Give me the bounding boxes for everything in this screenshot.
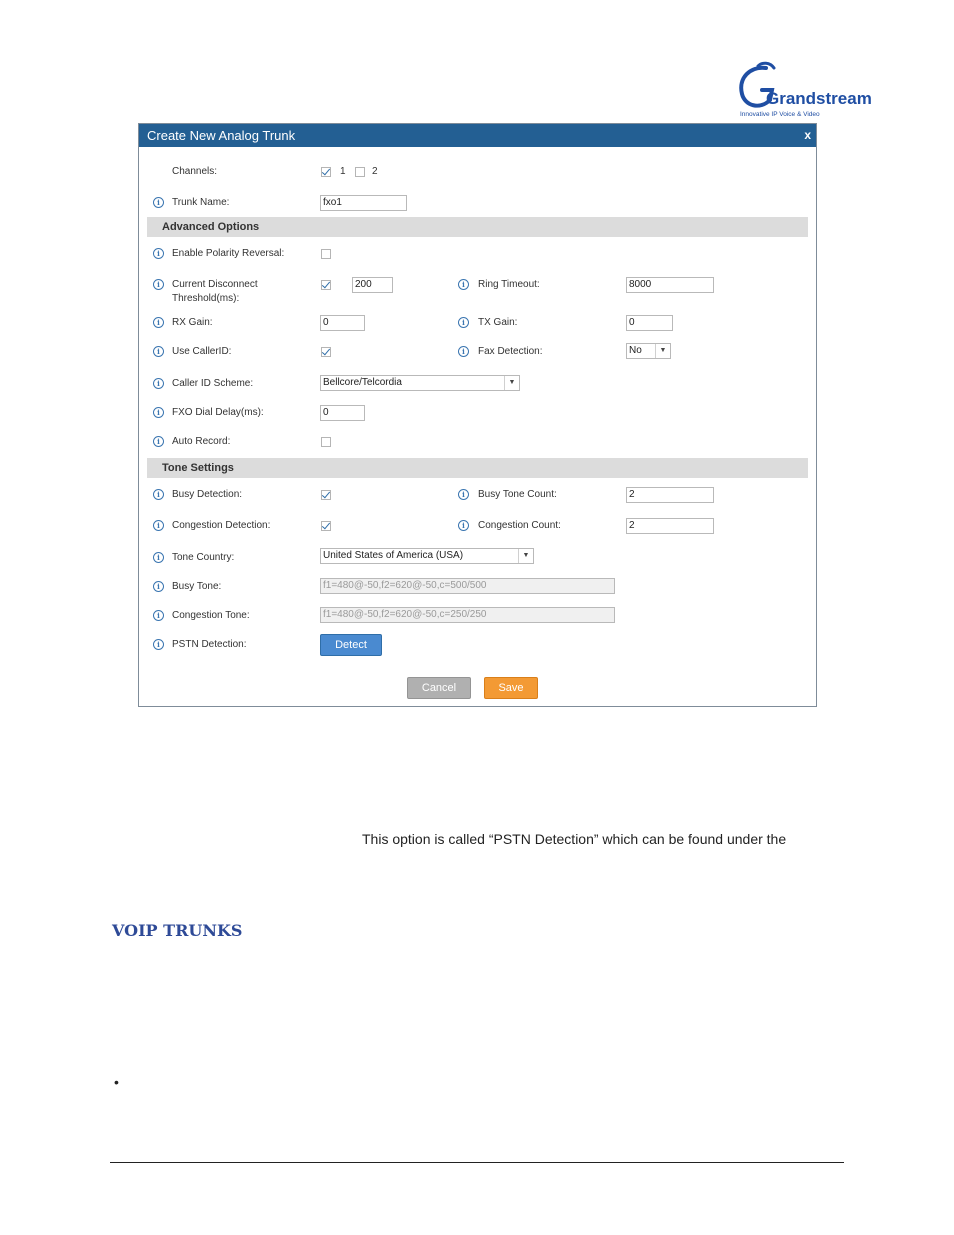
- congestion-tone-input[interactable]: f1=480@-50,f2=620@-50,c=250/250: [320, 607, 615, 623]
- auto-record-checkbox[interactable]: [321, 437, 331, 447]
- busy-detection-label: Busy Detection:: [172, 489, 243, 500]
- dialog-title: Create New Analog Trunk: [147, 128, 296, 143]
- fax-detection-select[interactable]: [626, 343, 671, 359]
- busy-tone-input[interactable]: f1=480@-50,f2=620@-50,c=500/500: [320, 578, 615, 594]
- busy-detection-checkbox[interactable]: [321, 490, 331, 500]
- rx-gain-input[interactable]: 0: [320, 315, 365, 331]
- tx-gain-label: TX Gain:: [478, 317, 518, 328]
- channels-label: Channels:: [172, 166, 218, 177]
- congestion-count-input[interactable]: 2: [626, 518, 714, 534]
- body-paragraph: This option is called “PSTN Detection” which can be found under the: [362, 831, 787, 847]
- info-icon[interactable]: i: [153, 520, 164, 531]
- channel-2-label: 2: [372, 166, 378, 177]
- fxo-dial-delay-label: FXO Dial Delay(ms):: [172, 407, 264, 418]
- fxo-dial-delay-input[interactable]: 0: [320, 405, 365, 421]
- info-icon[interactable]: i: [153, 407, 164, 418]
- congestion-tone-label: Congestion Tone:: [172, 610, 250, 621]
- info-icon[interactable]: i: [153, 378, 164, 389]
- tone-country-select[interactable]: [320, 548, 534, 564]
- busy-tone-label: Busy Tone:: [172, 581, 222, 592]
- tx-gain-input[interactable]: 0: [626, 315, 673, 331]
- bullet-point: •: [114, 1074, 119, 1090]
- chevron-down-icon: ▼: [518, 549, 533, 563]
- close-icon[interactable]: x: [804, 128, 811, 142]
- info-icon[interactable]: i: [153, 436, 164, 447]
- info-icon[interactable]: i: [153, 248, 164, 259]
- info-icon[interactable]: i: [458, 489, 469, 500]
- logo-tagline: Innovative IP Voice & Video: [740, 111, 820, 118]
- busy-tone-count-input[interactable]: 2: [626, 487, 714, 503]
- chevron-down-icon: ▼: [655, 344, 670, 358]
- trunk-name-input[interactable]: fxo1: [320, 195, 407, 211]
- fax-detection-value: No: [629, 345, 642, 356]
- section-heading: VOIP TRUNKS: [112, 921, 243, 940]
- trunk-name-label: Trunk Name:: [172, 197, 230, 208]
- congestion-detection-label: Congestion Detection:: [172, 520, 271, 531]
- polarity-reversal-checkbox[interactable]: [321, 249, 331, 259]
- info-icon[interactable]: i: [458, 317, 469, 328]
- info-icon[interactable]: i: [458, 520, 469, 531]
- polarity-reversal-label: Enable Polarity Reversal:: [172, 248, 285, 259]
- advanced-options-header: Advanced Options: [147, 217, 808, 237]
- auto-record-label: Auto Record:: [172, 436, 231, 447]
- info-icon[interactable]: i: [153, 610, 164, 621]
- info-icon[interactable]: i: [153, 581, 164, 592]
- tone-country-value: United States of America (USA): [323, 550, 464, 561]
- dialog-titlebar: [139, 124, 816, 147]
- disconnect-threshold-input[interactable]: 200: [352, 277, 393, 293]
- busy-tone-count-label: Busy Tone Count:: [478, 489, 557, 500]
- disconnect-threshold-label: Current Disconnect Threshold(ms):: [172, 279, 258, 304]
- info-icon[interactable]: i: [153, 279, 164, 290]
- congestion-count-label: Congestion Count:: [478, 520, 561, 531]
- info-icon[interactable]: i: [153, 489, 164, 500]
- rx-gain-label: RX Gain:: [172, 317, 213, 328]
- cancel-button[interactable]: Cancel: [407, 677, 471, 699]
- detect-button[interactable]: Detect: [320, 634, 382, 656]
- tone-settings-header: Tone Settings: [147, 458, 808, 478]
- create-analog-trunk-dialog: [138, 123, 817, 707]
- channel-2-checkbox[interactable]: [355, 167, 365, 177]
- info-icon[interactable]: i: [153, 639, 164, 650]
- channel-1-checkbox[interactable]: [321, 167, 331, 177]
- use-callerid-label: Use CallerID:: [172, 346, 232, 357]
- logo-wordmark: Grandstream: [766, 89, 872, 108]
- ring-timeout-input[interactable]: 8000: [626, 277, 714, 293]
- info-icon[interactable]: i: [153, 317, 164, 328]
- info-icon[interactable]: i: [458, 346, 469, 357]
- pstn-detection-label: PSTN Detection:: [172, 639, 247, 650]
- save-button[interactable]: Save: [484, 677, 538, 699]
- info-icon[interactable]: i: [153, 346, 164, 357]
- tone-country-label: Tone Country:: [172, 552, 235, 563]
- caller-id-scheme-value: Bellcore/Telcordia: [323, 377, 402, 388]
- footer-divider: [110, 1162, 844, 1163]
- use-callerid-checkbox[interactable]: [321, 347, 331, 357]
- caller-id-scheme-label: Caller ID Scheme:: [172, 378, 254, 389]
- info-icon[interactable]: i: [153, 552, 164, 563]
- disconnect-threshold-checkbox[interactable]: [321, 280, 331, 290]
- ring-timeout-label: Ring Timeout:: [478, 279, 540, 290]
- channel-1-label: 1: [340, 166, 346, 177]
- caller-id-scheme-select[interactable]: [320, 375, 520, 391]
- fax-detection-label: Fax Detection:: [478, 346, 543, 357]
- info-icon[interactable]: i: [458, 279, 469, 290]
- congestion-detection-checkbox[interactable]: [321, 521, 331, 531]
- grandstream-logo: [736, 60, 872, 120]
- info-icon[interactable]: i: [153, 197, 164, 208]
- chevron-down-icon: ▼: [504, 376, 519, 390]
